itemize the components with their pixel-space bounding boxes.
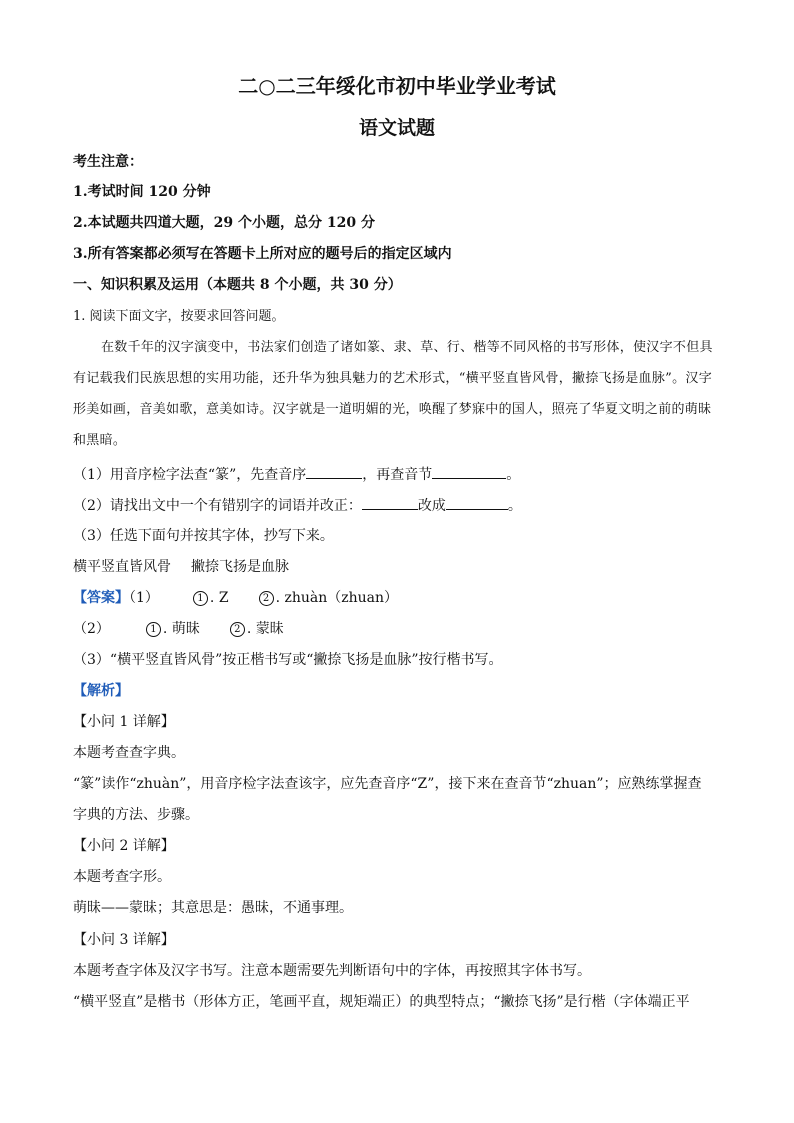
answer-blank[interactable] — [446, 495, 508, 510]
detail-heading-3: 【小问 3 详解】 — [73, 932, 175, 948]
answer-blank[interactable] — [432, 464, 506, 479]
sub-question-2-text-a: （2）请找出文中一个有错别字的词语并改正： — [73, 498, 362, 514]
answer-1-value-2: . zhuàn（zhuan） — [275, 590, 399, 606]
detail-2-line-1: 本题考查字形。 — [73, 869, 171, 885]
reading-passage: 在数千年的汉字演变中，书法家们创造了诸如篆、隶、草、行、楷等不同风格的书写形体，使汉字不但具有记载我们民族思想的实用功能，还升华为独具魅力的艺术形式，“横平竖直皆风骨，撇捺飞扬是血脉”。汉字形美如画，音美如歌，意美如诗。汉字就是一道明媚的光，唤醒了梦寐中的国人，照亮了华夏文明之前的萌昧和黑暗。 — [73, 340, 713, 448]
answer-line-3: （3）“横平竖直皆风骨”按正楷书写或“撇捺飞扬是血脉”按行楷书写。 — [73, 652, 503, 668]
circled-number-icon: 2 — [230, 622, 245, 637]
answer-line-2 — [73, 619, 284, 639]
notice-heading: 考生注意： — [73, 154, 143, 170]
detail-1-line-3: 字典的方法、步骤。 — [73, 807, 199, 823]
section-heading: 一、知识积累及运用（本题共 8 个小题，共 30 分） — [73, 277, 402, 293]
detail-heading-2: 【小问 2 详解】 — [73, 838, 175, 854]
answer-1-prefix: （1） — [129, 590, 159, 606]
answer-2-value-1: . 萌昧 — [162, 621, 200, 637]
notice-item-1: 1.考试时间 120 分钟 — [73, 184, 211, 200]
phrase-options — [73, 557, 289, 577]
sub-question-2-text-b: 改成 — [417, 498, 446, 514]
notice-item-2: 2.本试题共四道大题，29 个小题，总分 120 分 — [73, 215, 375, 231]
question-1-stem: 1. 阅读下面文字，按要求回答问题。 — [73, 309, 285, 324]
detail-3-line-2: “横平竖直”是楷书（形体方正，笔画平直，规矩端正）的典型特点；“撇捺飞扬”是行楷（字体端正平 — [73, 994, 690, 1010]
detail-2-line-2: 萌昧——蒙昧；其意思是：愚昧，不通事理。 — [73, 900, 353, 916]
detail-1-line-2: “篆”读作“zhuàn”，用音序检字法查该字，应先查音序“Z”，接下来在查音节“zhuan”；应熟练掌握查 — [73, 776, 702, 792]
circled-number-icon: 2 — [259, 591, 274, 606]
sub-question-3: （3）任选下面句并按其字体，抄写下来。 — [73, 528, 334, 544]
answer-line-1 — [73, 588, 398, 608]
phrase-option-1: 横平竖直皆风骨 — [73, 559, 171, 575]
exam-title: 二○二三年绥化市初中毕业学业考试 — [238, 74, 556, 98]
sub-question-2 — [73, 495, 522, 516]
notice-item-3: 3.所有答案都必须写在答题卡上所对应的题号后的指定区域内 — [73, 246, 452, 262]
answer-label: 【答案】 — [73, 590, 129, 606]
circled-number-icon: 1 — [146, 622, 161, 637]
sub-question-1-text-c: 。 — [506, 467, 521, 483]
answer-2-value-2: . 蒙昧 — [246, 621, 284, 637]
sub-question-1-text-a: （1）用音序检字法查“篆”，先查音序 — [73, 467, 307, 483]
detail-1-line-1: 本题考查查字典。 — [73, 745, 185, 761]
answer-blank[interactable] — [362, 495, 418, 510]
exam-subtitle: 语文试题 — [358, 117, 435, 139]
sub-question-1 — [73, 464, 520, 485]
sub-question-1-text-b: ，再查音节 — [362, 467, 433, 483]
phrase-option-2: 撇捺飞扬是血脉 — [191, 559, 289, 575]
detail-heading-1: 【小问 1 详解】 — [73, 714, 175, 730]
answer-1-value-1: . Z — [209, 590, 229, 606]
answer-2-prefix: （2） — [73, 621, 110, 637]
circled-number-icon: 1 — [193, 591, 208, 606]
analysis-label: 【解析】 — [73, 683, 129, 699]
detail-3-line-1: 本题考查字体及汉字书写。注意本题需要先判断语句中的字体，再按照其字体书写。 — [73, 963, 591, 979]
sub-question-2-text-c: 。 — [507, 498, 522, 514]
answer-blank[interactable] — [306, 464, 362, 479]
